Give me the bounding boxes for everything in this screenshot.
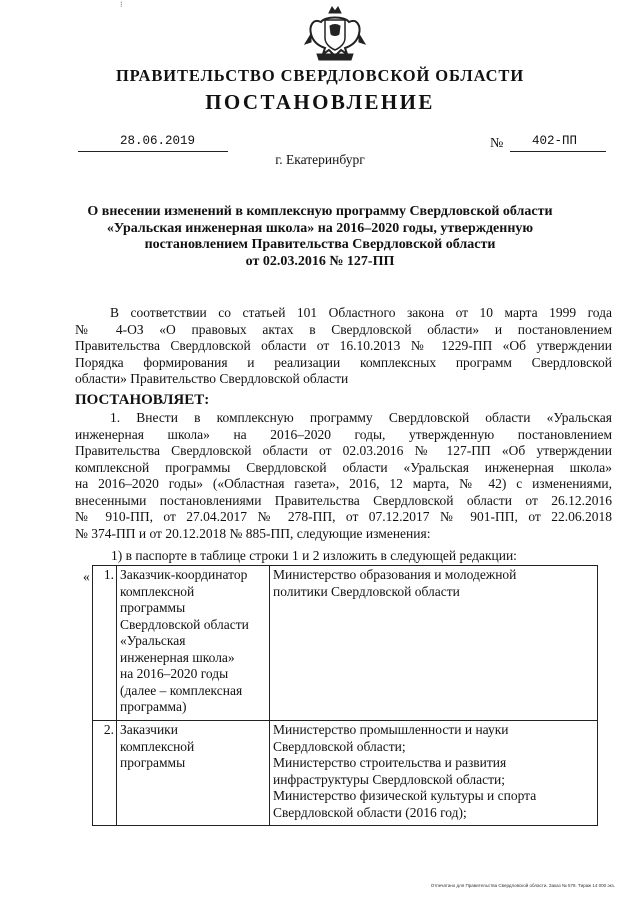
cell-line: Министерство физической культуры и спорта bbox=[273, 788, 537, 803]
cell-line: программы bbox=[120, 600, 186, 615]
cell-line: Свердловской области bbox=[120, 616, 249, 632]
cell-line: комплексной bbox=[120, 738, 195, 754]
document-type: ПОСТАНОВЛЕНИЕ bbox=[205, 90, 435, 114]
opening-quote: « bbox=[83, 569, 90, 584]
subitem-1: 1) в паспорте в таблице строки 1 и 2 изложить в следующей редакции: bbox=[111, 548, 517, 563]
cell-line: программа) bbox=[120, 699, 187, 714]
cell-line: Министерство строительства и развития bbox=[273, 755, 507, 770]
cell-line: инженерная школа» bbox=[120, 649, 235, 665]
cell-line: Министерство промышленности и науки bbox=[273, 722, 509, 737]
subject-line: от 02.03.2016 № 127-ПП bbox=[245, 253, 395, 269]
cell-line: программы bbox=[120, 755, 186, 770]
cell-line: Заказчики bbox=[120, 722, 178, 737]
text-line: 1. Внести в комплексную программу Свердловской области «Уральская bbox=[110, 410, 612, 425]
row-value bbox=[270, 566, 598, 721]
cell-line: Свердловской области (2016 год); bbox=[273, 804, 467, 820]
text-line: на 2016–2020 годы» («Областная газета», 2016, 12 марта, № 42) с изменениями, bbox=[75, 476, 612, 491]
print-footer: Отпечатано для Правительства Свердловской области. Заказ № 578. Тираж 14 000 экз. bbox=[430, 883, 615, 888]
passport-table bbox=[92, 565, 598, 826]
subject-line: постановлением Правительства Свердловской области bbox=[144, 237, 496, 252]
preamble-paragraph bbox=[75, 305, 612, 388]
subject-line: «Уральская инженерная школа» на 2016–2020 годы, утвержденную bbox=[106, 220, 534, 236]
resolves-heading: ПОСТАНОВЛЯЕТ: bbox=[75, 392, 210, 408]
text-line: № 910-ПП, от 27.04.2017 № 278-ПП, от 07.12.2017 № 901-ПП, от 22.06.2018 bbox=[75, 509, 612, 524]
table-row bbox=[93, 721, 598, 826]
cell-line: инфраструктуры Свердловской области; bbox=[273, 771, 505, 787]
document-date: 28.06.2019 bbox=[120, 134, 196, 148]
document-number: 402-ПП bbox=[532, 134, 578, 148]
number-sign: № bbox=[490, 136, 504, 151]
text-line: области» Правительство Свердловской области bbox=[75, 371, 349, 386]
text-line: Правительства Свердловской области от 02.03.2016 № 127-ПП «Об утверждении bbox=[75, 443, 612, 458]
cell-line: Заказчик-координатор bbox=[120, 567, 248, 582]
city: г. Екатеринбург bbox=[275, 152, 365, 167]
row-label bbox=[117, 721, 270, 826]
text-line: В соответствии со статьей 101 Областного закона от 10 марта 1999 года bbox=[110, 305, 612, 320]
text-line: № 374-ПП и от 20.12.2018 № 885-ПП, следующие изменения: bbox=[75, 525, 431, 541]
cell-line: Министерство образования и молодежной bbox=[273, 567, 517, 582]
row-number: 1. bbox=[93, 566, 117, 721]
text-line: комплексной программы Свердловской области «Уральская инженерная школа» bbox=[75, 459, 612, 475]
government-title: ПРАВИТЕЛЬСТВО СВЕРДЛОВСКОЙ ОБЛАСТИ bbox=[115, 66, 525, 85]
subject-line: О внесении изменений в комплексную программу Свердловской области bbox=[87, 204, 553, 219]
cell-line: «Уральская bbox=[120, 633, 186, 648]
document-subject bbox=[0, 204, 640, 270]
cell-line: политики Свердловской области bbox=[273, 583, 460, 599]
cell-line: комплексной bbox=[120, 583, 195, 599]
cell-line: (далее – комплексная bbox=[120, 682, 243, 698]
coat-of-arms-icon bbox=[303, 4, 367, 68]
table-row bbox=[93, 566, 598, 721]
text-line: инженерная школа» на 2016–2020 годы, утвержденную постановлением bbox=[75, 426, 612, 442]
text-line: Правительства Свердловской области от 16.10.2013 № 1229-ПП «Об утверждении bbox=[75, 338, 612, 353]
text-line: № 4-ОЗ «О правовых актах в Свердловской области» и постановлением bbox=[75, 321, 612, 337]
corner-mark: ⁝ bbox=[120, 0, 123, 9]
item-1-paragraph bbox=[75, 410, 612, 542]
text-line: внесенными постановлениями Правительства Свердловской области от 26.12.2016 bbox=[75, 492, 612, 508]
row-number: 2. bbox=[93, 721, 117, 826]
text-line: Порядка формирования и реализации комплексных программ Свердловской bbox=[75, 354, 612, 370]
cell-line: Свердловской области; bbox=[273, 738, 406, 754]
cell-line: на 2016–2020 годы bbox=[120, 666, 229, 681]
row-value bbox=[270, 721, 598, 826]
row-label bbox=[117, 566, 270, 721]
